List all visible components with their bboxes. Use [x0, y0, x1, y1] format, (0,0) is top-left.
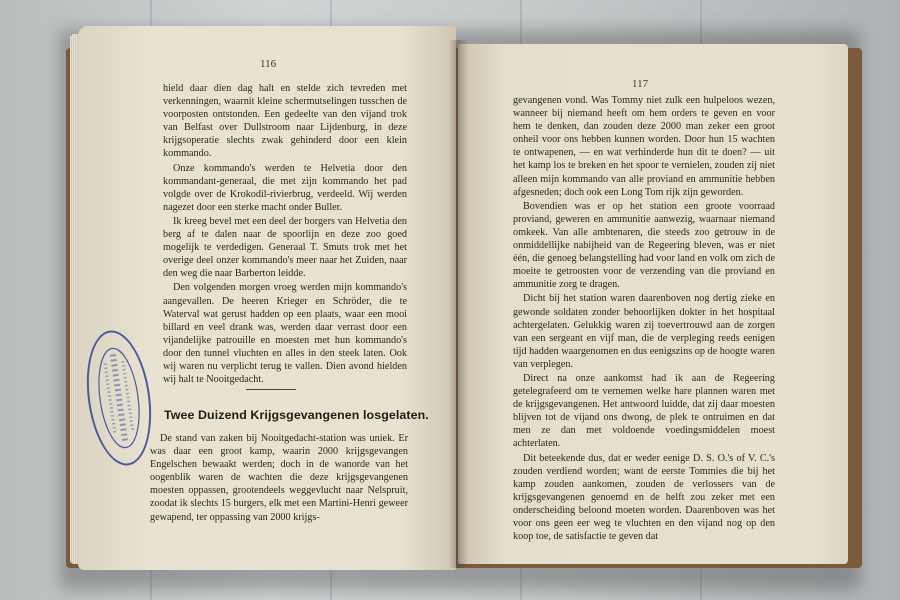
paragraph: Onze kommando's werden te Helvetia door den kommandant-generaal, die met zijn kommando het pad volgde over de Krokodil-rivierbrug, verdeeld. Wij werden nagezet door een sterke macht onder Buller. [163, 162, 407, 213]
paragraph: hield daar dien dag halt en stelde zich tevreden met verkenningen, waarnit kleine schermutselingen tusschen de voorposten ontstonden. Een gedeelte van den vijand trok van Belfast over Dullstroom naar Lijdenburg, in deze krijgsoperatie slechts zwak gehinderd door een klein kommando. [163, 83, 407, 160]
paragraph: Direct na onze aankomst had ik aan de Regeering getelegrafeerd om te vernemen welke hare plannen waren met de krijgsgevangenen. Het antwoord luidde, dat zij daar moesten blijven tot de vijand ons dwong, de plek te ontruimen en dat men ze dan met voldoende voedingsmiddelen moest achterlaten. [513, 372, 775, 450]
paragraph: Dicht bij het station waren daarenboven nog dertig zieke en gewonde soldaten zonder behoorlijken dokter in het hospitaal achtergelaten. Gelukkig waren zij toevertrouwd aan de zorgen van een sergeant en vijf man, die de verpleging reeds eenigen tijd hadden waargenomen en dus eenigszins op de hoogte waren van verplegen. [513, 293, 775, 370]
left-page-body [163, 82, 407, 387]
section-divider [246, 389, 296, 390]
paragraph: De stand van zaken bij Nooitgedacht-station was uniek. Er was daar een groot kamp, waarin 2000 krijgsgevangen Engelschen bewaakt werden; doch in de wanorde van het oogenblik waren de wachten die deze krijgsgevangenen moesten oppassen, grootendeels weggevlucht naar Nelspruit, zoodat ik slechts 15 burgers, elk met een Martini-Henri geweer gewapend, ter oppassing van 2000 krijgs- [150, 433, 408, 523]
left-page-section-body [150, 432, 408, 525]
book-gutter [448, 40, 468, 568]
paragraph: gevangenen vond. Was Tommy niet zulk een hulpeloos wezen, wanneer bij niemand heeft om hem orders te geven en voor hem te denken, dan zouden deze 2000 man zeker een groot onheil voor ons hebben kunnen worden. Door hun 15 wachten te ontwapenen, — en wat verhinderde hun dit te doen? — uit het kamp los te breken en het spoor te vernielen, zouden zij niet alleen mijn kommando van alle proviand en ammunitie hebben afgesneden; doch ook een Long Tom rijk zijn geworden. [513, 95, 775, 198]
paragraph: Dit beteekende dus, dat er weder eenige D. S. O.'s of V. C.'s zouden verdiend worden; want de eerste Tommies die bij het kamp zouden aankomen, zouden de verlossers van de krijgsgevangenen genoemd en de helft zou zeker met een onderscheiding beloond moeten worden. Daarenboven was het voor ons geen eer weg te vluchten en den vijand nog op den koop toe, de satisfactie te geven dat [513, 452, 775, 543]
paragraph: Ik kreeg bevel met een deel der borgers van Helvetia den berg af te dalen naar de spoorlijn en deze zoo goed mogelijk te verdedigen. Generaal T. Smuts trok met het overige deel onzer kommando's meer naar het Zuiden, naar den weg die naar Barberton leidde. [163, 215, 407, 280]
paragraph: Den volgenden morgen vroeg werden mijn kommando's aangevallen. De heeren Krieger en Schröder, die te Waterval wat gerust hadden op een plaats, waar een mooi billard en veel drank was, werden daar verrast door een vijandelijke patrouille en moesten met hun kommando's door den tunnel vluchten en alles in den steek laten. Ook wij waren nu verplicht terug te vallen. Dien avond hielden wij halt te Nooitgedacht. [163, 282, 407, 386]
paragraph: Bovendien was er op het station een groote voorraad proviand, geweren en ammunitie aanwezig, waarnaar niemand omkeek. Van alle ambtenaren, die steeds zoo getrouw in de onmiddellijke nabijheid van de Regeering bleven, was er niet één, die genoeg belangstelling had voor land en volk om zich de moeite te getroosten voor de verzending van die proviand en ammunitie zorg te dragen. [513, 200, 775, 291]
right-page-body [513, 94, 775, 544]
left-page-number: 116 [260, 58, 277, 70]
right-page-number: 117 [632, 78, 649, 90]
section-heading: Twee Duizend Krijgsgevangenen losgelaten. [164, 408, 429, 422]
